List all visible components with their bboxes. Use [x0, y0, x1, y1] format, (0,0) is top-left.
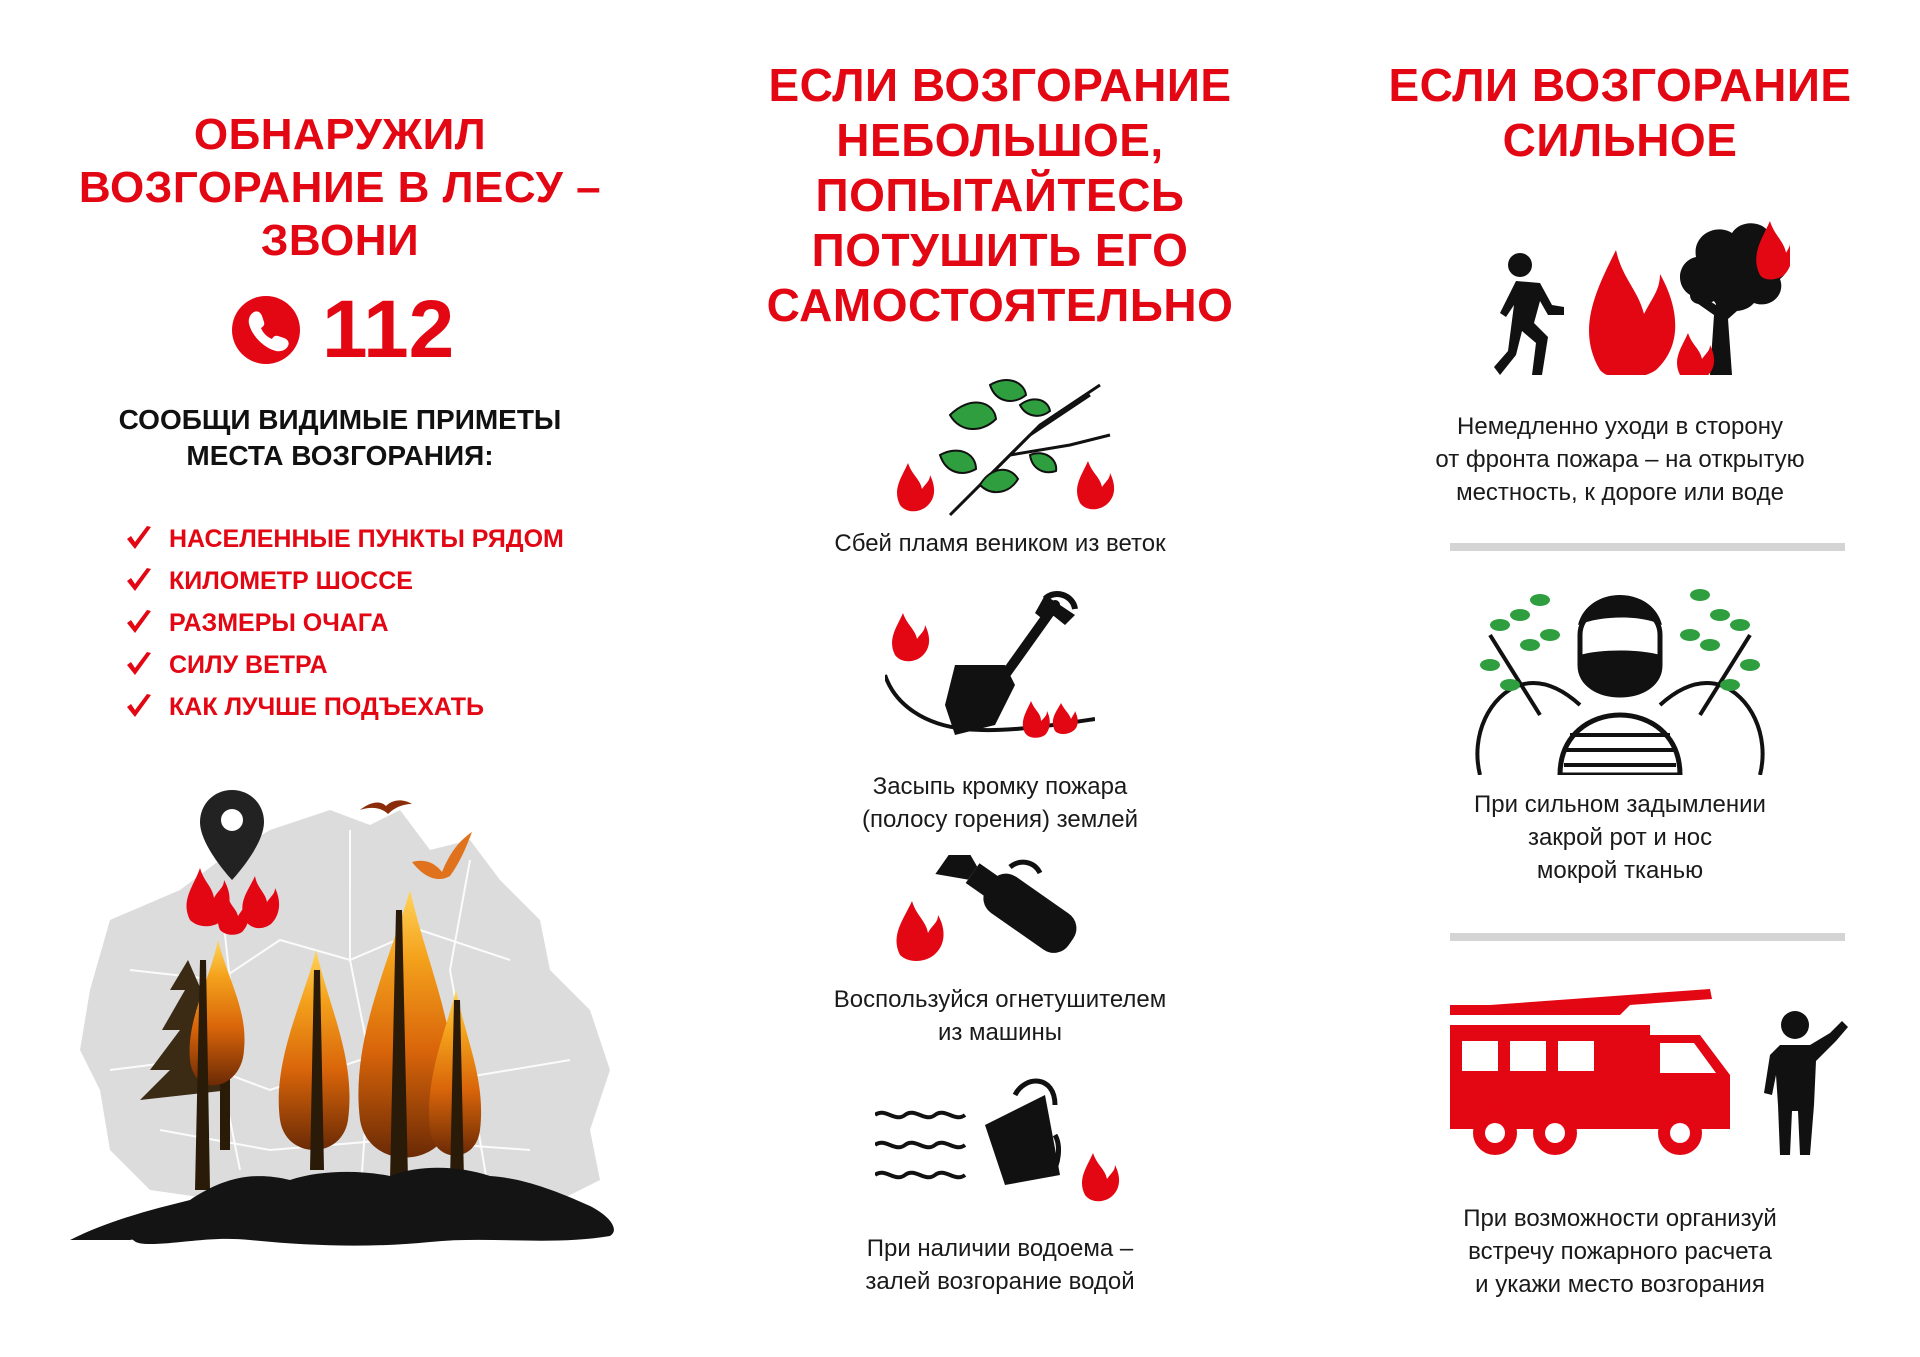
- checklist-item-label: КИЛОМЕТР ШОССЕ: [169, 566, 413, 595]
- caption-line: встречу пожарного расчета: [1468, 1238, 1772, 1265]
- phone-icon: [230, 294, 302, 366]
- water-bucket-icon: [875, 1075, 1125, 1205]
- bird-icon: [360, 800, 412, 814]
- caption-line: При сильном задымлении: [1474, 791, 1766, 818]
- caption-line: Сбей пламя веником из веток: [834, 530, 1166, 557]
- checklist-item: [125, 686, 564, 728]
- running-person-icon: [1494, 253, 1564, 375]
- pointing-person-icon: [1764, 1011, 1848, 1155]
- check-icon: [125, 693, 153, 721]
- checklist-item-label: СИЛУ ВЕТРА: [169, 650, 328, 679]
- left-title: ОБНАРУЖИЛ ВОЗГОРАНИЕ В ЛЕСУ – ЗВОНИ: [78, 110, 602, 265]
- middle-column: [680, 0, 1320, 1357]
- caption-line: от фронта пожара – на открытую: [1435, 446, 1805, 473]
- shovel-icon: [885, 585, 1095, 760]
- emergency-phone: [230, 284, 455, 375]
- caption-line: Воспользуйся огнетушителем: [833, 986, 1167, 1013]
- checklist-item-label: РАЗМЕРЫ ОЧАГА: [169, 608, 389, 637]
- caption-line: и укажи место возгорания: [1475, 1271, 1765, 1298]
- caption-line: При наличии водоема –: [866, 1235, 1134, 1262]
- mask-person-icon: [1470, 575, 1770, 775]
- step-caption: [1320, 410, 1920, 509]
- fire-extinguisher-icon: [890, 855, 1100, 965]
- caption-line: местность, к дороге или воде: [1456, 479, 1784, 506]
- caption-line: (полосу горения) землей: [861, 806, 1139, 833]
- checklist-item-label: КАК ЛУЧШЕ ПОДЪЕХАТЬ: [169, 692, 484, 721]
- caption-line: мокрой тканью: [1536, 857, 1704, 884]
- step-caption: [680, 770, 1320, 836]
- step-caption: [680, 527, 1320, 560]
- check-icon: [125, 525, 153, 553]
- checklist: [125, 518, 564, 728]
- right-title: ЕСЛИ ВОЗГОРАНИЕ СИЛЬНОЕ: [1388, 59, 1852, 166]
- step-caption: [1320, 1202, 1920, 1301]
- check-icon: [125, 651, 153, 679]
- step-caption: [1320, 788, 1920, 887]
- running-person-fire-icon: [1490, 205, 1790, 375]
- section-divider: [1450, 933, 1845, 941]
- caption-line: При возможности организуй: [1463, 1205, 1777, 1232]
- right-column: [1320, 0, 1920, 1357]
- checklist-item: [125, 602, 564, 644]
- checklist-item: [125, 644, 564, 686]
- fire-truck-icon: [1450, 985, 1850, 1165]
- caption-line: Немедленно уходи в сторону: [1457, 413, 1783, 440]
- checklist-item-label: НАСЕЛЕННЫЕ ПУНКТЫ РЯДОМ: [169, 524, 564, 553]
- step-caption: [680, 983, 1320, 1049]
- forest-fire-map-illustration: [70, 770, 630, 1290]
- report-title: СООБЩИ ВИДИМЫЕ ПРИМЕТЫ МЕСТА ВОЗГОРАНИЯ:: [118, 404, 562, 471]
- caption-line: залей возгорание водой: [865, 1268, 1135, 1295]
- checklist-item: [125, 560, 564, 602]
- section-divider: [1450, 543, 1845, 551]
- left-column: [0, 0, 680, 1357]
- checklist-item: [125, 518, 564, 560]
- region-map: [80, 810, 610, 1220]
- caption-line: закрой рот и нос: [1527, 824, 1713, 851]
- branch-fire-icon: [880, 375, 1120, 525]
- phone-number: 112: [322, 284, 455, 375]
- step-caption: [680, 1232, 1320, 1298]
- caption-line: из машины: [937, 1019, 1063, 1046]
- flame-icon: [1589, 250, 1675, 375]
- check-icon: [125, 567, 153, 595]
- check-icon: [125, 609, 153, 637]
- caption-line: Засыпь кромку пожара: [872, 773, 1128, 800]
- middle-title: ЕСЛИ ВОЗГОРАНИЕ НЕБОЛЬШОЕ, ПОПЫТАЙТЕСЬ ПОТУШИТЬ ЕГО САМОСТОЯТЕЛЬНО: [766, 59, 1234, 331]
